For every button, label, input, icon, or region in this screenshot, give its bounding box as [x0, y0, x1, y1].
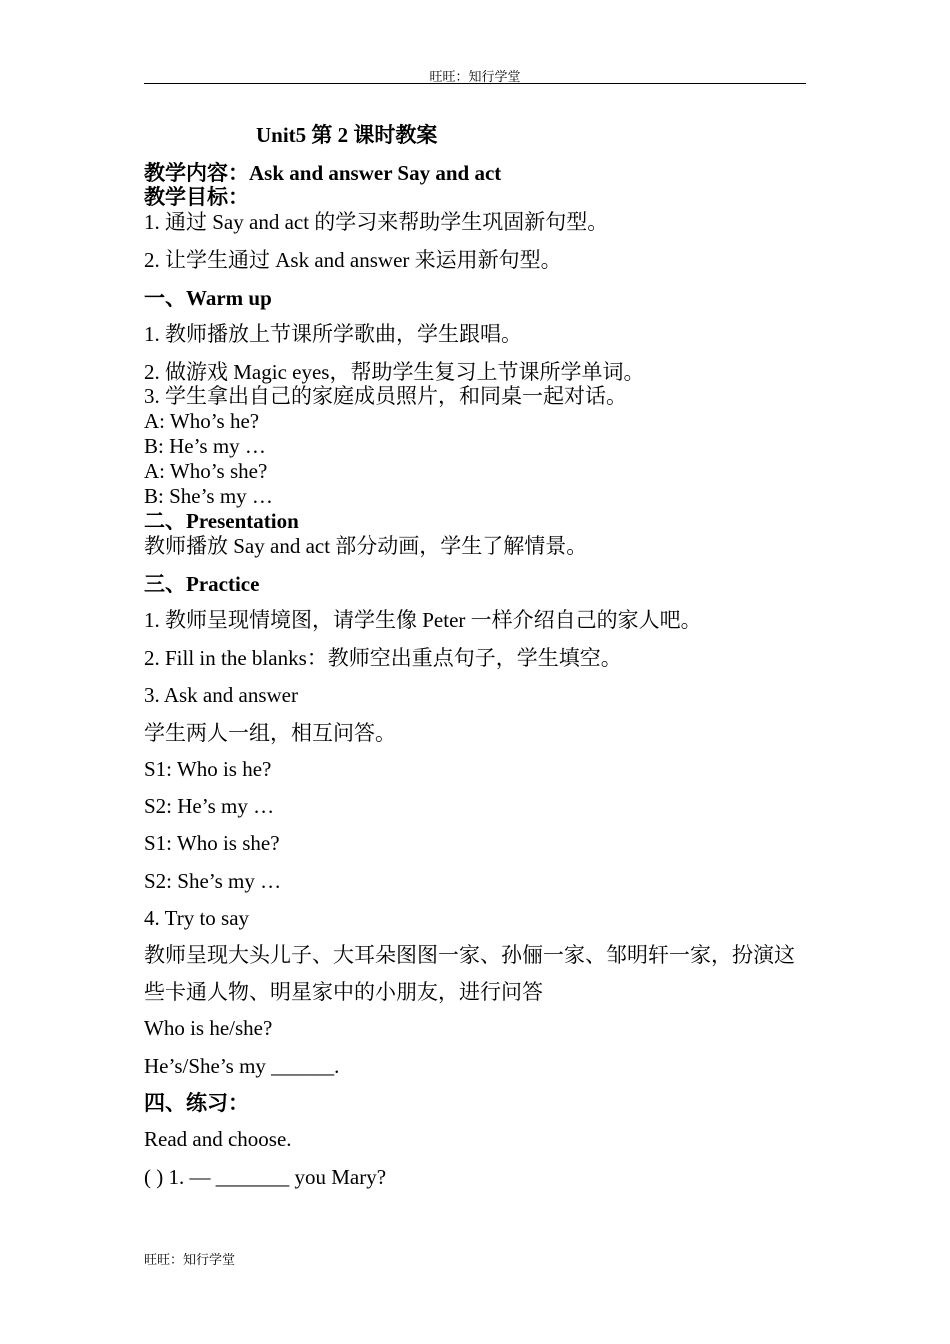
presentation-heading: 二、Presentation [144, 509, 299, 533]
practice-item: 些卡通人物、明星家中的小朋友，进行问答 [144, 980, 543, 1004]
practice-item: S2: He’s my … [144, 794, 275, 818]
practice-item: 4. Try to say [144, 906, 250, 930]
page-footer: 旺旺：知行学堂 [144, 1252, 236, 1267]
goal-item: 1. 通过 Say and act 的学习来帮助学生巩固新句型。 [144, 210, 609, 234]
exercise-instruction: Read and choose. [144, 1127, 292, 1151]
dialog-line: A: Who’s she? [144, 459, 268, 483]
practice-item: S1: Who is he? [144, 757, 272, 781]
warmup-item: 1. 教师播放上节课所学歌曲，学生跟唱。 [144, 322, 522, 346]
exercise-heading: 四、练习： [144, 1091, 249, 1115]
practice-item: 教师呈现大头儿子、大耳朵图图一家、孙俪一家、邹明轩一家，扮演这 [144, 943, 795, 967]
practice-item: 2. Fill in the blanks：教师空出重点句子，学生填空。 [144, 646, 622, 670]
practice-heading: 三、Practice [144, 572, 260, 596]
exercise-question: ( ) 1. — _______ you Mary? [144, 1165, 387, 1189]
warmup-item: 2. 做游戏 Magic eyes，帮助学生复习上节课所学单词。 [144, 360, 645, 384]
goal-item: 2. 让学生通过 Ask and answer 来运用新句型。 [144, 248, 562, 272]
practice-item: 1. 教师呈现情境图，请学生像 Peter 一样介绍自己的家人吧。 [144, 608, 702, 632]
practice-item: 3. Ask and answer [144, 683, 298, 707]
goals-label: 教学目标： [144, 185, 249, 209]
page-header: 旺旺：知行学堂 [429, 69, 521, 84]
dialog-line: A: Who’s he? [144, 409, 260, 433]
practice-item: S2: She’s my … [144, 869, 282, 893]
presentation-text: 教师播放 Say and act 部分动画，学生了解情景。 [144, 534, 588, 558]
dialog-line: B: He’s my … [144, 434, 266, 458]
dialog-line: B: She’s my … [144, 484, 273, 508]
practice-item: Who is he/she? [144, 1016, 273, 1040]
warmup-item: 3. 学生拿出自己的家庭成员照片，和同桌一起对话。 [144, 384, 627, 408]
practice-item: He’s/She’s my ______. [144, 1054, 340, 1078]
warmup-heading: 一、Warm up [144, 286, 272, 310]
practice-item: S1: Who is she? [144, 831, 280, 855]
header-rule [144, 83, 806, 84]
page-title: Unit5 第 2 课时教案 [256, 123, 438, 147]
content-label: 教学内容：Ask and answer Say and act [144, 161, 502, 185]
practice-item: 学生两人一组，相互问答。 [144, 721, 396, 745]
